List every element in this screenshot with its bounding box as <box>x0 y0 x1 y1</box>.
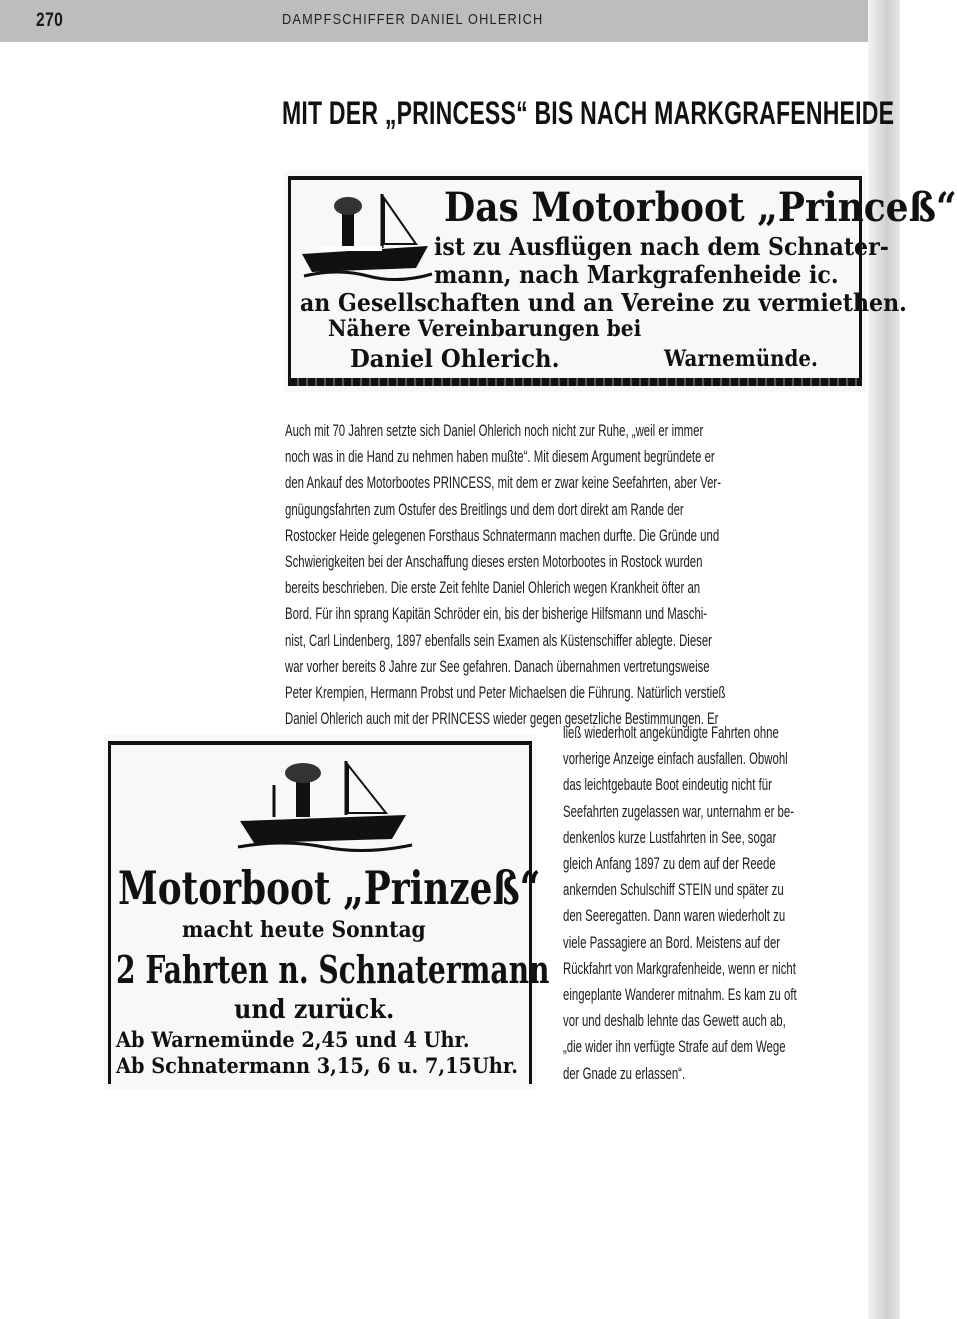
newspaper-clipping-1 <box>284 170 957 392</box>
clipping-2-line-6: Ab Schnatermann 3,15, 6 u. 7,15Uhr. <box>116 1053 518 1078</box>
clipping-rule-top <box>110 741 530 745</box>
clipping-1-line-5: Nähere Vereinbarungen bei <box>328 316 642 342</box>
steamship-icon <box>234 755 414 851</box>
page-number: 270 <box>36 10 64 31</box>
clipping-1-line-2: ist zu Ausflügen nach dem Schnater- <box>434 232 889 261</box>
clipping-2-line-5: Ab Warnemünde 2,45 und 4 Uhr. <box>116 1027 470 1052</box>
clipping-2-headline: Motorboot „Prinzeß“ <box>118 861 541 915</box>
running-header <box>0 0 868 42</box>
clipping-2-line-3: 2 Fahrten n. Schnatermann <box>116 947 550 992</box>
clipping-1-headline: Das Motorboot „Princeß“ <box>444 184 957 231</box>
clipping-rule-left <box>288 176 291 386</box>
clipping-1-line-3: mann, nach Markgrafenheide ic. <box>434 260 839 289</box>
clipping-1-place: Warnemünde. <box>664 346 818 372</box>
clipping-rule-top <box>290 176 860 180</box>
running-head-title: DAMPFSCHIFFER DANIEL OHLERICH <box>282 11 544 28</box>
clipping-rule-left <box>108 741 111 1084</box>
clipping-rule-bottom <box>290 378 860 386</box>
clipping-1-line-4: an Gesellschaften und an Vereine zu vermiethen. <box>300 288 907 317</box>
clipping-2-line-4: und zurück. <box>234 995 395 1025</box>
steamship-icon <box>298 184 434 280</box>
body-column-paragraph: ließ wiederholt angekündigte Fahrten ohne vorherige Anzeige einfach ausfallen. Obwohl das leichtgebaute Boot eindeutig nicht für Seefahrten zugelassen war, unternahm er be- denkenlos kurze Lustfahrten in See, sogar gleich Anfang 1897 zu dem auf der Reede ankernden Schulschiff STEIN und später zu den Seeregatten. Dann waren wiederholt zu viele Passagiere an Bord. Meistens auf der Rückfahrt von Markgrafenheide, wenn er nicht eingeplante Wanderer mitnahm. Es kam zu oft vor und deshalb lehnte das Gewett auch ab, „die wider ihn verfügte Strafe auf dem Wege der Gnade zu erlassen“. <box>563 724 797 1083</box>
article-title: MIT DER „PRINCESS“ BIS NACH MARKGRAFENHEIDE <box>282 95 895 131</box>
clipping-1-signature: Daniel Ohlerich. <box>350 344 560 373</box>
clipping-2-line-2: macht heute Sonntag <box>182 917 426 943</box>
newspaper-clipping-2 <box>104 735 550 1090</box>
body-paragraph: Auch mit 70 Jahren setzte sich Daniel Ohlerich noch nicht zur Ruhe, „weil er immer noch was in die Hand zu nehmen haben mußte“. Mit diesem Argument begründete er den Ankauf des Motorbootes PRINCESS, mit dem er zwar keine Seefahrten, aber Ver- gnügungsfahrten zum Ostufer des Breitlings und dem dort direkt am Rande der Rostocker Heide gelegenen Forsthaus Schnatermann machen durfte. Die Gründe und Schwierigkeiten bei der Anschaffung dieses ersten Motorbootes in Rostock wurden bereits beschrieben. Die erste Zeit fehlte Daniel Ohlerich wegen Krankheit öfter an Bord. Für ihn sprang Kapitän Schröder ein, bis der bisherige Hilfsmann und Maschi- nist, Carl Lindenberg, 1897 ebenfalls sein Examen als Küstenschiffer ablegte. Dieser war vorher bereits 8 Jahre zur See gefahren. Danach übernahmen vertretungsweise Peter Krempien, Hermann Probst und Peter Michaelsen die Führung. Natürlich verstieß Daniel Ohlerich auch mit der PRINCESS wieder gegen gesetzliche Bestimmungen. Er <box>285 422 726 729</box>
